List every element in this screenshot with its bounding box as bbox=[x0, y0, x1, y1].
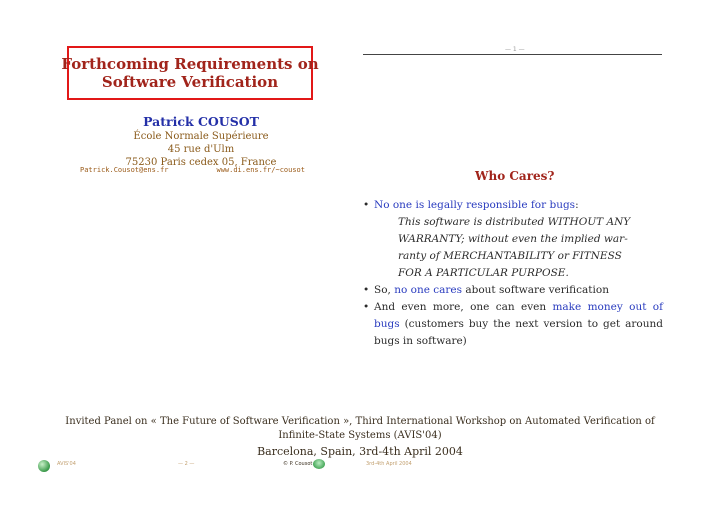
email-link[interactable]: Patrick.Cousot@ens.fr bbox=[80, 166, 169, 174]
bullet-item-1 bbox=[363, 197, 663, 282]
title-box bbox=[61, 46, 319, 100]
title-line-1: Forthcoming Requirements on bbox=[61, 55, 319, 73]
quote-line-3: ranty of MERCHANTABILITY or FITNESS bbox=[398, 250, 622, 262]
invitation-location: Barcelona, Spain, 3rd-4th April 2004 bbox=[257, 445, 463, 458]
slide-page-mark: — 1 — bbox=[505, 46, 525, 53]
bullet-2-prefix: So, bbox=[374, 284, 395, 296]
footer-date: 3rd-4th April 2004 bbox=[366, 461, 412, 467]
globe-icon[interactable] bbox=[38, 460, 50, 472]
bullet-icon: • bbox=[363, 199, 370, 211]
title-line-2: Software Verification bbox=[101, 73, 279, 91]
invitation-line-2: Infinite-State Systems (AVIS'04) bbox=[278, 430, 442, 441]
bullet-icon: • bbox=[363, 284, 370, 296]
quote-line-1: This software is distributed WITHOUT ANY bbox=[398, 216, 631, 228]
website-link[interactable]: www.di.ens.fr/~cousot bbox=[216, 166, 305, 174]
license-quote bbox=[374, 214, 663, 282]
contact-row bbox=[80, 166, 305, 174]
slide-heading: Who Cares? bbox=[475, 169, 555, 183]
bullet-2-suffix: about software verification bbox=[462, 284, 609, 296]
invitation-block bbox=[40, 415, 680, 460]
bullet-1-highlight: No one is legally responsible for bugs bbox=[374, 199, 576, 211]
header-rule bbox=[363, 54, 662, 55]
invitation-line-1: Invited Panel on « The Future of Software Verification », Third International Workshop on Automated Verification of bbox=[65, 416, 655, 427]
bullet-icon: • bbox=[363, 301, 370, 313]
footer-event: AVIS'04 bbox=[57, 461, 76, 467]
footer-page: — 2 — bbox=[178, 461, 195, 467]
bullet-item-3 bbox=[363, 299, 663, 350]
author-name: Patrick COUSOT bbox=[143, 114, 259, 129]
bullet-3-prefix: And even more, one can even bbox=[374, 301, 553, 313]
quote-line-2: WARRANTY; without even the implied war- bbox=[398, 233, 628, 245]
address-line-3: 75230 Paris cedex 05, France bbox=[125, 157, 277, 168]
bullet-item-2 bbox=[363, 282, 663, 299]
bullet-list bbox=[363, 197, 663, 350]
address-line-1: École Normale Supérieure bbox=[133, 131, 269, 142]
quote-line-4: FOR A PARTICULAR PURPOSE. bbox=[398, 267, 569, 279]
footer-copyright: © P. Cousot bbox=[283, 461, 313, 467]
bullet-1-suffix: : bbox=[575, 199, 579, 211]
bullet-3-highlight: make money out of bugs bbox=[374, 301, 663, 330]
bullet-2-highlight: no one cares bbox=[394, 284, 463, 296]
address-line-2: 45 rue d'Ulm bbox=[167, 144, 235, 155]
bullet-3-suffix: (customers buy the next version to get around bugs in software) bbox=[374, 318, 663, 347]
author-block bbox=[67, 113, 335, 169]
gear-icon[interactable] bbox=[313, 459, 325, 469]
